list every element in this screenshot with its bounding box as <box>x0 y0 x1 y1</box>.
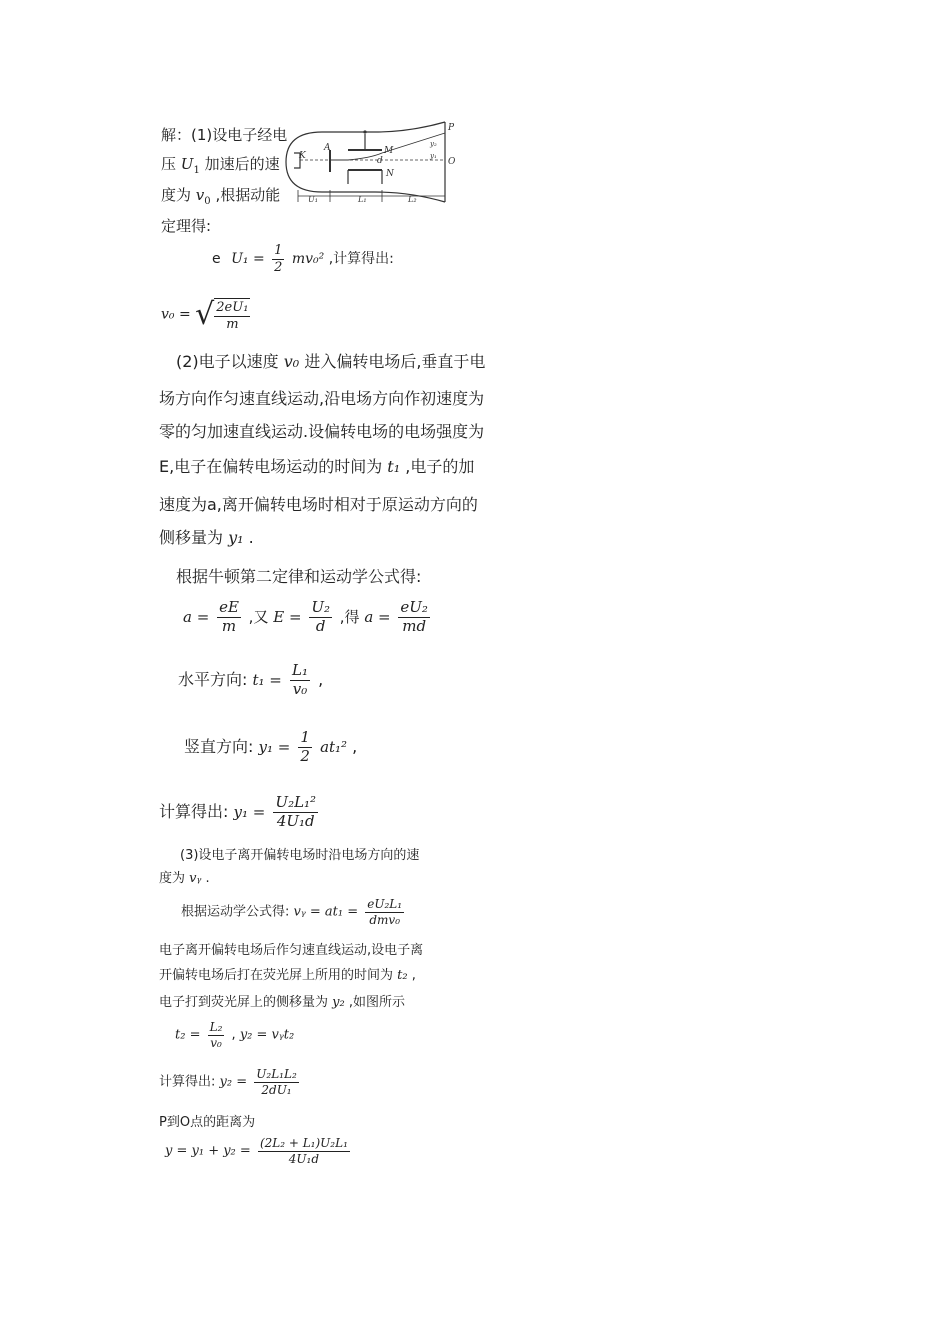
eq-acceleration: a = $\frac{eE}{m}$ ,又 E = $\frac{\text{U₂}}{d}$ ,得 a = $\frac{\text{eU₂}}{md}$ <box>183 598 428 635</box>
part2-line4: E,电子在偏转电场运动的时间为 t₁ ,电子的加 <box>159 457 475 476</box>
part3-line4: 开偏转电场后打在荧光屏上所用的时间为 t₂ , <box>159 968 416 983</box>
label-N: N <box>386 169 394 179</box>
crt-diagram <box>280 120 470 210</box>
part3-line1: (3)设电子离开偏转电场时沿电场方向的速 <box>180 848 420 863</box>
part2-line5: 速度为a,离开偏转电场时相对于原运动方向的 <box>159 495 478 514</box>
label-y1: y₁ <box>430 152 437 160</box>
part1-line1: 解：(1)设电子经电 <box>161 126 288 144</box>
eq-t2-y2: t₂ = $\frac{\text{L₂}}{\text{v₀}}$ , y₂ = vᵧt₂ <box>175 1020 295 1050</box>
label-d: d <box>377 156 383 166</box>
part3-line3: 电子离开偏转电场后作匀速直线运动,设电子离 <box>159 943 424 958</box>
part3-po-line: P到O点的距离为 <box>159 1115 256 1130</box>
eq-vertical: 竖直方向: y₁ = $\frac{1}{2}$ at₁² , <box>184 728 358 765</box>
part3-line2: 度为 vᵧ . <box>159 871 210 886</box>
part3-line5: 电子打到荧光屏上的侧移量为 y₂ ,如图所示 <box>159 995 405 1010</box>
label-O: O <box>448 157 456 167</box>
eq-y1-result: 计算得出: y₁ = $\frac{\text{U₂L₁²}}{\text{4U₁d}}$ <box>159 793 317 830</box>
part1-line4: 定理得: <box>161 217 212 235</box>
label-U1: U₁ <box>308 195 318 204</box>
label-P: P <box>448 123 455 133</box>
part2-line1: (2)电子以速度 v₀ 进入偏转电场后,垂直于电 <box>176 352 486 371</box>
label-L1: L₁ <box>358 195 367 204</box>
eq-y2-result: 计算得出: y₂ = $\frac{\text{U₂L₁L₂}}{\text{2dU₁}}$ <box>159 1067 297 1097</box>
eq-vy: 根据运动学公式得: vᵧ = at₁ = $\frac{\text{eU₂L₁}}{\text{dmv₀}}$ <box>181 897 403 927</box>
eq-horizontal: 水平方向: t₁ = $\frac{\text{L₁}}{\text{v₀}}$ , <box>178 661 324 698</box>
part2-line6: 侧移量为 y₁ . <box>159 528 254 547</box>
label-L2: L₂ <box>408 195 417 204</box>
label-K: K <box>299 151 306 161</box>
label-A: A <box>324 143 331 153</box>
eq-v0: v₀ = √ $\frac{\text{2eU₁}}{m}$ <box>161 296 249 332</box>
eq-final: y = y₁ + y₂ = $\frac{\text{(2L₂ + L₁)U₂L₁}}{\text{4U₁d}}$ <box>165 1136 348 1166</box>
label-M: M <box>384 146 394 156</box>
part2-line2: 场方向作匀速直线运动,沿电场方向作初速度为 <box>159 389 485 408</box>
part1-line3: 度为 $v_0$ ,根据动能 <box>161 186 281 207</box>
part2-intro: 根据牛顿第二定律和运动学公式得: <box>176 567 422 586</box>
label-y2: y₂ <box>430 140 437 148</box>
part1-line2: 压 $U_1$ 加速后的速 <box>161 155 280 176</box>
part2-line3: 零的匀加速直线运动.设偏转电场的电场强度为 <box>159 422 485 441</box>
eq-energy: e U₁ = $\frac{1}{2}$ mv₀² ,计算得出: <box>212 243 394 275</box>
